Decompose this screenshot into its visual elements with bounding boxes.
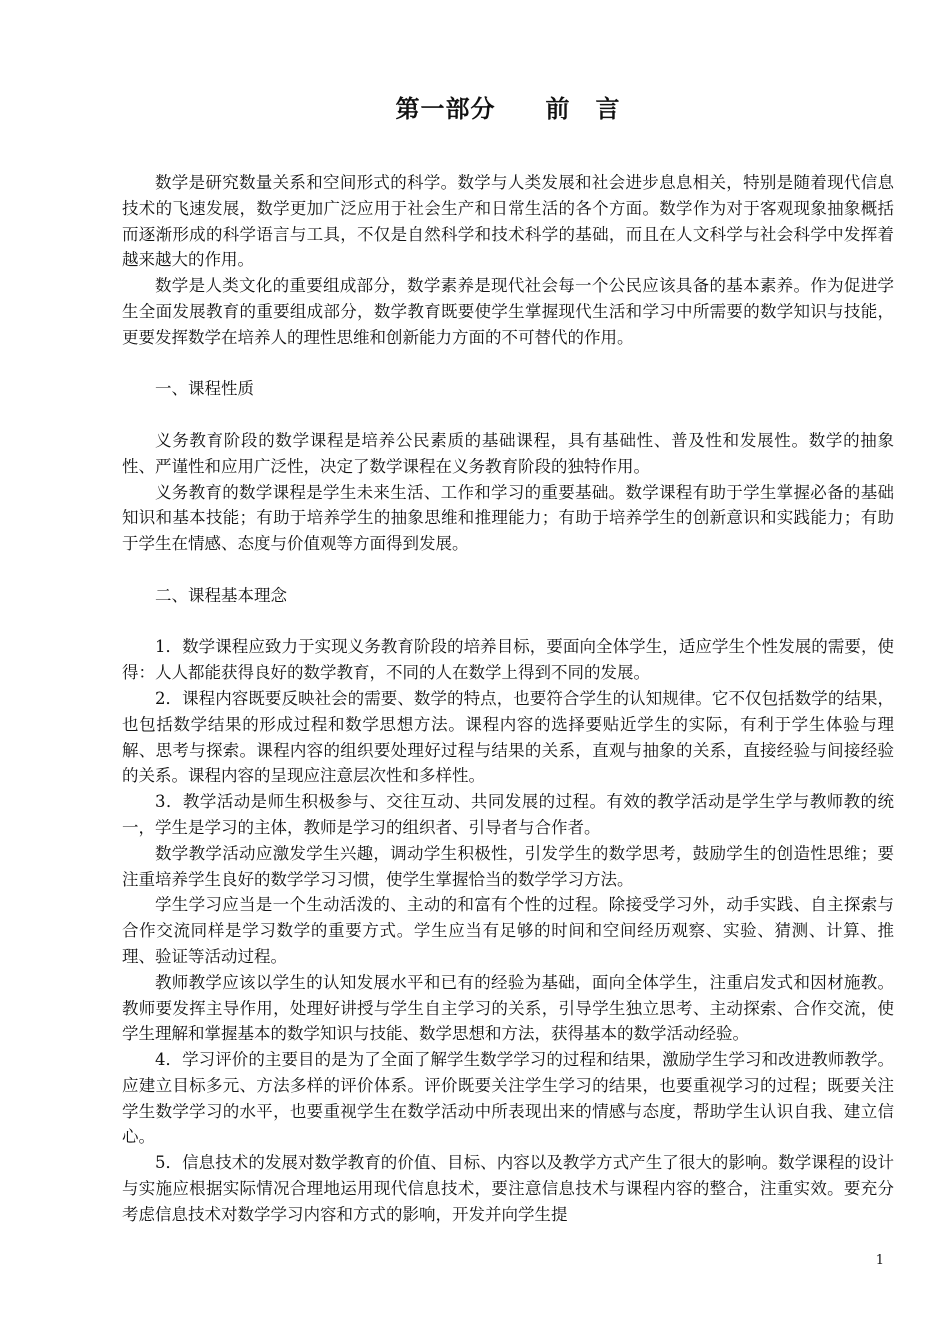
spacer: [122, 402, 894, 428]
spacer: [122, 557, 894, 583]
section1-paragraph: 义务教育的数学课程是学生未来生活、工作和学习的重要基础。数学课程有助于学生掌握必备的基础知识和基本技能；有助于培养学生的抽象思维和推理能力；有助于培养学生的创新意识和实践能力；有助于学生在情感、态度与价值观等方面得到发展。: [122, 482, 894, 554]
section2-paragraph: 学生学习应当是一个生动活泼的、主动的和富有个性的过程。除接受学习外，动手实践、自主探索与合作交流同样是学习数学的重要方式。学生应当有足够的时间和空间经历观察、实验、猜测、计算、推理、验证等活动过程。: [122, 895, 894, 966]
section2-paragraph: 数学教学活动应激发学生兴趣，调动学生积极性，引发学生的数学思考，鼓励学生的创造性思维；要注重培养学生良好的数学学习习惯，使学生掌握恰当的数学学习方法。: [122, 843, 894, 889]
page-title: 第一部分 前 言: [395, 95, 621, 123]
spacer: [122, 609, 894, 635]
section2-paragraph: 1．数学课程应致力于实现义务教育阶段的培养目标，要面向全体学生，适应学生个性发展的需要，使得：人人都能获得良好的数学教育，不同的人在数学上得到不同的发展。: [122, 637, 894, 683]
section-heading-basic-concepts: 二、课程基本理念: [155, 585, 287, 605]
page-number: 1: [875, 1253, 884, 1268]
section2-paragraph: 4．学习评价的主要目的是为了全面了解学生数学学习的过程和结果，激励学生学习和改进教师教学。应建立目标多元、方法多样的评价体系。评价既要关注学生学习的结果，也要重视学习的过程；既要关注学生数学学习的水平，也要重视学生在数学活动中所表现出来的情感与态度，帮助学生认识自我、建立信心。: [122, 1050, 894, 1147]
section2-paragraph: 教师教学应该以学生的认知发展水平和已有的经验为基础，面向全体学生，注重启发式和因材施教。教师要发挥主导作用，处理好讲授与学生自主学习的关系，引导学生独立思考、主动探索、合作交流，使学生理解和掌握基本的数学知识与技能、数学思想和方法，获得基本的数学活动经验。: [122, 972, 894, 1044]
spacer: [122, 351, 894, 377]
section1-paragraph: 义务教育阶段的数学课程是培养公民素质的基础课程，具有基础性、普及性和发展性。数学的抽象性、严谨性和应用广泛性，决定了数学课程在义务教育阶段的独特作用。: [122, 430, 894, 476]
section2-paragraph: 3．教学活动是师生积极参与、交往互动、共同发展的过程。有效的教学活动是学生学与教师教的统一，学生是学习的主体，教师是学习的组织者、引导者与合作者。: [122, 792, 894, 837]
section2-paragraph: 2．课程内容既要反映社会的需要、数学的特点，也要符合学生的认知规律。它不仅包括数学的结果，也包括数学结果的形成过程和数学思想方法。课程内容的选择要贴近学生的实际，有利于学生体验与理解、思考与探索。课程内容的组织要处理好过程与结果的关系，直观与抽象的关系，直接经验与间接经验的关系。课程内容的呈现应注意层次性和多样性。: [122, 688, 894, 786]
preface-paragraph: 数学是研究数量关系和空间形式的科学。数学与人类发展和社会进步息息相关，特别是随着现代信息技术的飞速发展，数学更加广泛应用于社会生产和日常生活的各个方面。数学作为对于客观现象抽象概括而逐渐形成的科学语言与工具，不仅是自然科学和技术科学的基础，而且在人文科学与社会科学中发挥着越来越大的作用。: [122, 173, 894, 270]
preface-paragraph: 数学是人类文化的重要组成部分，数学素养是现代社会每一个公民应该具备的基本素养。作为促进学生全面发展教育的重要组成部分，数学教育既要使学生掌握现代生活和学习中所需要的数学知识与技能，更要发挥数学在培养人的理性思维和创新能力方面的不可替代的作用。: [122, 276, 894, 347]
section-heading-course-nature: 一、课程性质: [155, 379, 254, 399]
document-body: [122, 170, 894, 1228]
section2-paragraph: 5．信息技术的发展对数学教育的价值、目标、内容以及教学方式产生了很大的影响。数学课程的设计与实施应根据实际情况合理地运用现代信息技术，要注意信息技术与课程内容的整合，注重实效。要充分考虑信息技术对数学学习内容和方式的影响，开发并向学生提: [122, 1153, 894, 1224]
